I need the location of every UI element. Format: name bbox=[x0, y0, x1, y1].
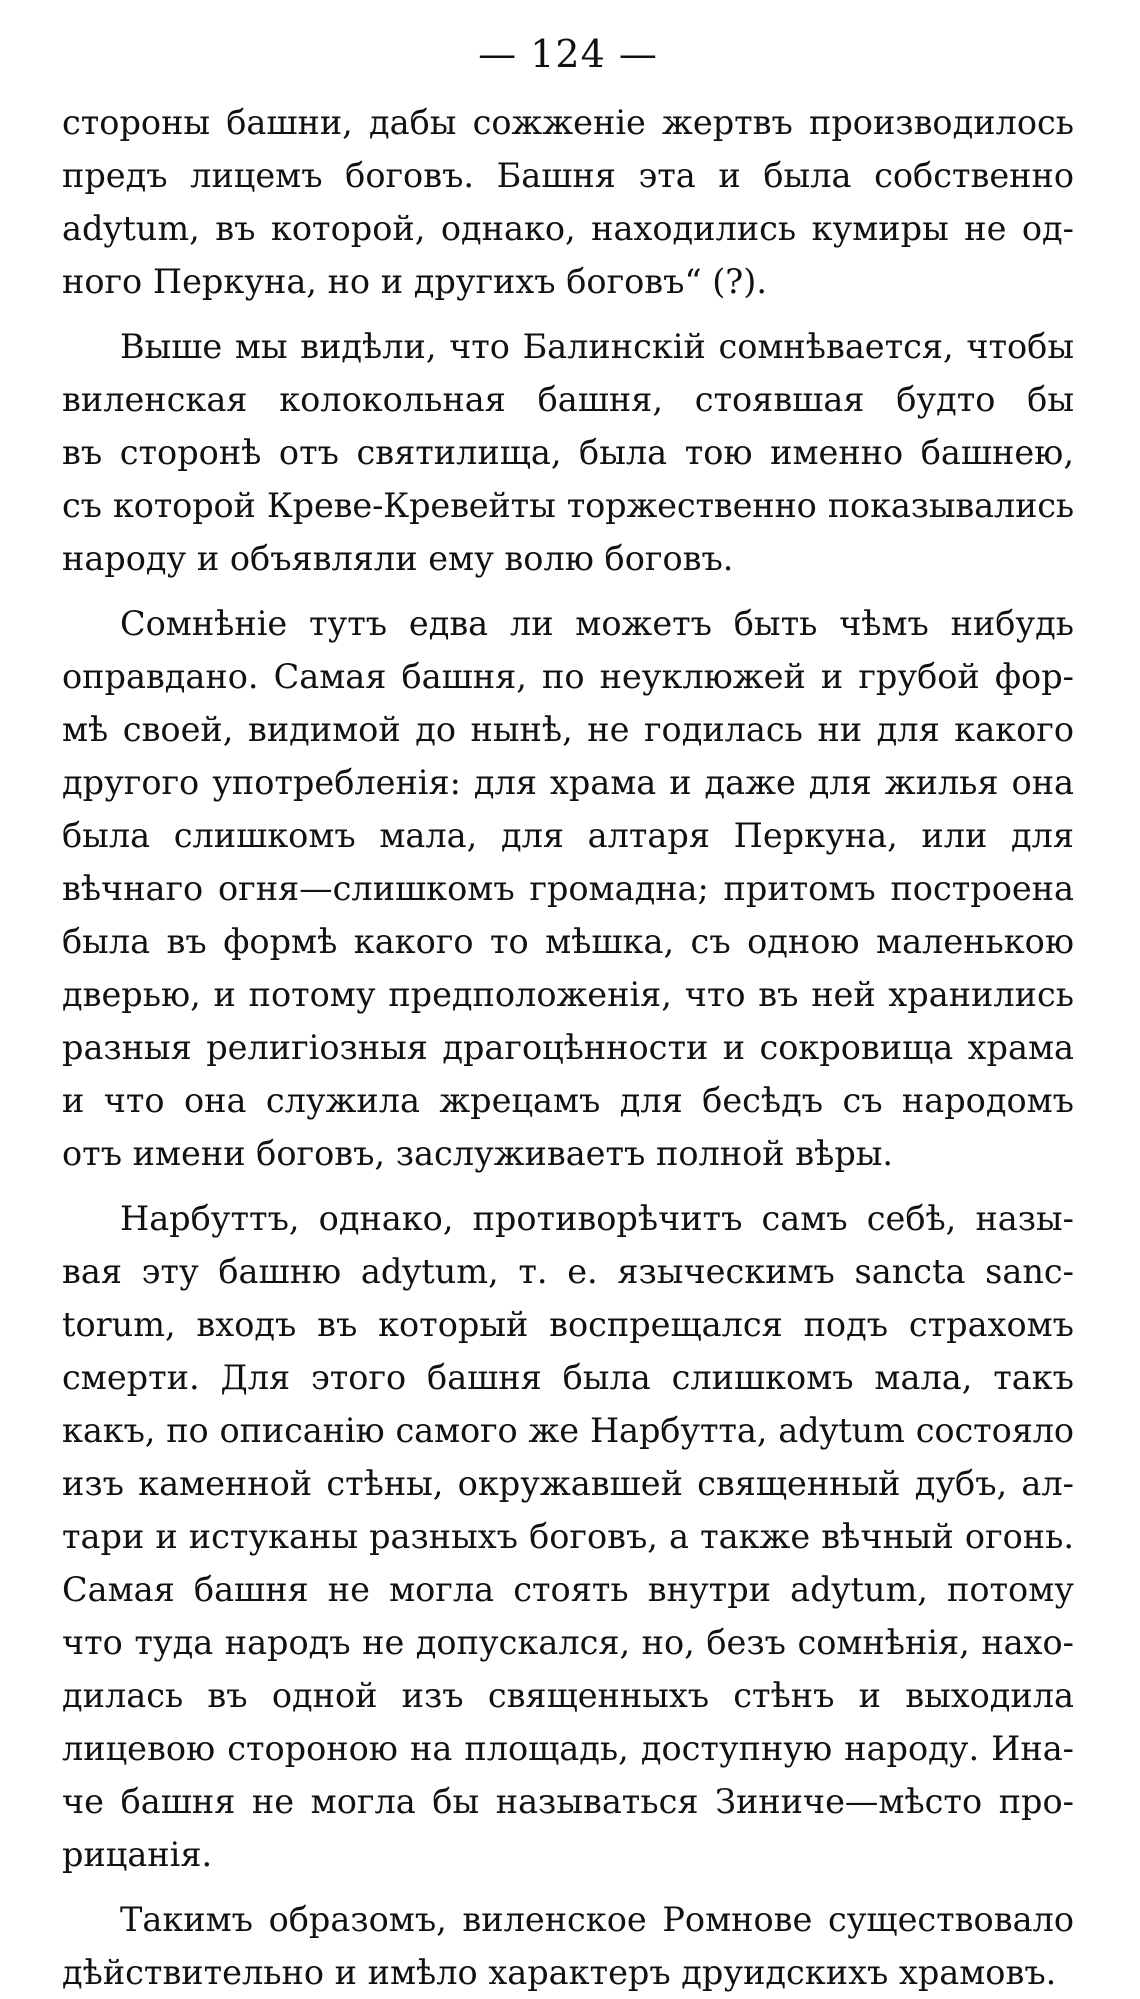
paragraph-5 bbox=[62, 1893, 1074, 1999]
text-line: виленская колокольная башня, стоявшая будто бы bbox=[62, 380, 1074, 419]
text-line: была слишкомъ мала, для алтаря Перкуна, или для bbox=[62, 816, 1074, 855]
text-line: adytum, въ которой, однако, находились кумиры не од- bbox=[62, 209, 1074, 248]
text-line: и что она служила жрецамъ для бесѣдъ съ народомъ bbox=[62, 1081, 1074, 1120]
text-line: torum, входъ въ который воспрещался подъ страхомъ bbox=[62, 1305, 1074, 1344]
text-line: лицевою стороною на площадь, доступную народу. Ина- bbox=[62, 1729, 1074, 1768]
text-line: че башня не могла бы называться Зиниче—мѣсто про- bbox=[62, 1782, 1074, 1821]
text-line: предъ лицемъ боговъ. Башня эта и была собственно bbox=[62, 156, 1074, 195]
text-line: рицанія. bbox=[62, 1835, 213, 1874]
text-line: ного Перкуна, но и другихъ боговъ“ (?). bbox=[62, 262, 767, 301]
paragraph-1 bbox=[62, 96, 1074, 308]
text-line: дверью, и потому предположенія, что въ ней хранились bbox=[62, 975, 1074, 1014]
paragraph-4 bbox=[62, 1192, 1074, 1881]
text-line: Выше мы видѣли, что Балинскій сомнѣвается, чтобы bbox=[120, 327, 1074, 366]
text-line: изъ каменной стѣны, окружавшей священный дубъ, ал- bbox=[62, 1464, 1074, 1503]
body-text bbox=[62, 96, 1074, 1999]
text-line: была въ формѣ какого то мѣшка, съ одною маленькою bbox=[62, 922, 1074, 961]
text-line: разныя религіозныя драгоцѣнности и сокровища храма bbox=[62, 1028, 1074, 1067]
text-line: какъ, по описанію самого же Нарбутта, adytum состояло bbox=[62, 1411, 1074, 1450]
text-line: въ сторонѣ отъ святилища, была тою именно башнею, bbox=[62, 433, 1074, 472]
text-line: тари и истуканы разныхъ боговъ, а также вѣчный огонь. bbox=[62, 1517, 1074, 1556]
text-line: Такимъ образомъ, виленское Ромнове существовало bbox=[120, 1900, 1074, 1939]
text-line: дѣйствительно и имѣло характеръ друидскихъ храмовъ. bbox=[62, 1953, 1057, 1992]
text-line: отъ имени боговъ, заслуживаетъ полной вѣры. bbox=[62, 1134, 894, 1173]
text-line: вая эту башню adytum, т. е. языческимъ sancta sanc- bbox=[62, 1252, 1074, 1291]
text-line: дилась въ одной изъ священныхъ стѣнъ и выходила bbox=[62, 1676, 1074, 1715]
text-line: что туда народъ не допускался, но, безъ сомнѣнія, нахо- bbox=[62, 1623, 1074, 1662]
text-line: Сомнѣніе тутъ едва ли можетъ быть чѣмъ нибудь bbox=[120, 604, 1074, 643]
text-line: народу и объявляли ему волю боговъ. bbox=[62, 539, 734, 578]
text-line: стороны башни, дабы сожженіе жертвъ производилось bbox=[62, 103, 1074, 142]
paragraph-3 bbox=[62, 597, 1074, 1180]
text-line: Нарбуттъ, однако, противорѣчитъ самъ себѣ, назы- bbox=[120, 1199, 1074, 1238]
document-page bbox=[62, 30, 1074, 1999]
text-line: другого употребленія: для храма и даже для жилья она bbox=[62, 763, 1074, 802]
text-line: оправдано. Самая башня, по неуклюжей и грубой фор- bbox=[62, 657, 1074, 696]
paragraph-2 bbox=[62, 320, 1074, 585]
text-line: съ которой Креве-Кревейты торжественно показывались bbox=[62, 486, 1074, 525]
text-line: мѣ своей, видимой до нынѣ, не годилась ни для какого bbox=[62, 710, 1074, 749]
text-line: смерти. Для этого башня была слишкомъ мала, такъ bbox=[62, 1358, 1074, 1397]
page-number: — 124 — bbox=[478, 32, 658, 76]
text-line: Самая башня не могла стоять внутри adytum, потому bbox=[62, 1570, 1074, 1609]
text-line: вѣчнаго огня—слишкомъ громадна; притомъ построена bbox=[62, 869, 1074, 908]
